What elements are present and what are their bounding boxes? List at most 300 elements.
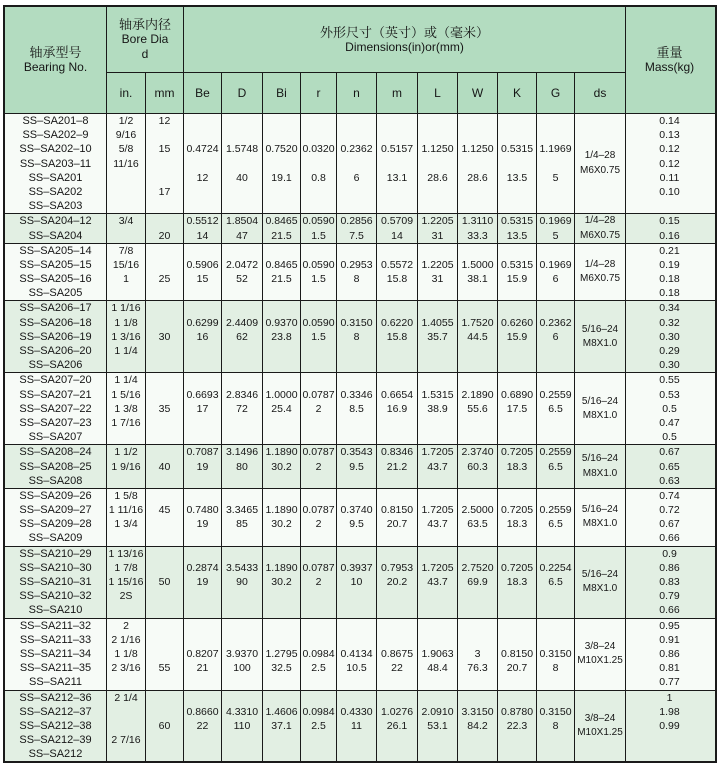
dim-k-cell-line: [498, 244, 536, 258]
bore-mm-cell-line: [146, 286, 183, 300]
bearing-no-cell-line: SS–SA209–28: [19, 518, 92, 531]
dim-d-cell-line: [222, 589, 262, 603]
mass-cell: [625, 445, 713, 488]
dim-k-cell-line: 0.8780: [500, 705, 534, 718]
bearing-no-cell-line: SS–SA212–37: [19, 705, 92, 718]
dim-n-cell-line: [337, 114, 376, 128]
dim-l-cell: [417, 619, 457, 690]
dim-w-cell-line: 2.5000: [461, 504, 494, 517]
bore-in-cell-line: [107, 185, 145, 199]
dim-k-cell-line: [498, 157, 536, 171]
bore-in-cell: [106, 547, 145, 618]
dim-m-cell-line: [377, 589, 417, 603]
dim-m-cell-line: [377, 603, 417, 617]
dim-be-cell-line: 15: [196, 273, 209, 286]
dim-be-cell-line: [184, 531, 221, 545]
dim-bi-cell: [262, 547, 300, 618]
dim-n-cell-line: [337, 474, 376, 488]
dim-k-cell-line: [498, 675, 536, 689]
dim-k-cell-line: 0.6260: [500, 316, 534, 329]
bore-mm-cell-line: [146, 691, 183, 705]
dim-be-cell-line: 0.5512: [186, 215, 219, 228]
thread-ds-cell-line: M6X0.75: [579, 229, 621, 241]
dim-n-cell-line: [337, 301, 376, 315]
dim-l-cell-line: 1.7205: [421, 446, 454, 459]
bore-mm-cell: [145, 489, 183, 546]
dim-k-cell-line: [498, 474, 536, 488]
dim-r-cell-line: [301, 114, 336, 128]
bore-in-cell-line: 1 7/8: [114, 561, 138, 574]
dim-l-cell-line: 43.7: [427, 576, 448, 588]
bearing-no-cell-line: SS–SA211–33: [19, 633, 92, 646]
dim-k-cell-line: 13.5: [506, 229, 528, 242]
dim-n-cell-line: [337, 619, 376, 633]
dim-d-cell-line: [222, 358, 262, 372]
dim-m-cell-line: 0.5157: [380, 143, 414, 156]
bearing-no-cell-line: SS–SA207–21: [19, 388, 92, 401]
dim-k-cell-line: 0.5315: [500, 215, 534, 228]
dim-n-cell-line: [337, 185, 376, 199]
dim-k-cell-line: 20.7: [506, 662, 528, 675]
dim-k-cell: [497, 619, 536, 690]
bore-in-cell-line: [107, 430, 145, 444]
dim-d-cell: [221, 691, 262, 762]
bore-mm-cell-line: [146, 633, 183, 647]
mass-cell-line: 0.5: [662, 402, 677, 415]
dim-d-cell-line: 90: [236, 576, 248, 588]
bearing-no-cell-line: SS–SA208: [28, 474, 83, 487]
dim-m-cell-line: 15.8: [386, 273, 408, 286]
bearing-no-cell-line: SS–SA202: [28, 185, 83, 198]
dim-r-cell: [300, 244, 336, 301]
dim-n-cell: [336, 373, 376, 444]
dim-w-cell-line: [458, 619, 497, 633]
thread-ds-cell: [574, 619, 625, 690]
bore-mm-cell-line: [146, 619, 183, 633]
dim-bi-cell: [262, 373, 300, 444]
dim-n-cell: [336, 619, 376, 690]
dim-d-cell-line: 3.3465: [225, 504, 259, 517]
dim-g-cell-line: 5: [552, 229, 559, 242]
dim-n-cell-line: [337, 286, 376, 300]
dim-be-cell-line: [184, 603, 221, 617]
mass-cell-line: 0.86: [659, 561, 680, 574]
bore-mm-cell-line: 12: [158, 115, 171, 127]
dim-w-cell-line: 33.3: [467, 229, 488, 242]
dim-w-cell: [457, 547, 497, 618]
dim-w-cell-line: [458, 589, 497, 603]
dim-l-cell-line: 1.7205: [421, 504, 454, 517]
dim-l-cell-line: [418, 244, 457, 258]
thread-ds-cell-line: 5/16–24: [581, 453, 619, 465]
mass-cell-line: 0.47: [659, 416, 680, 429]
dim-bi-cell-line: [263, 301, 300, 315]
col-header-be: Be: [183, 73, 221, 113]
col-header-mm: mm: [145, 73, 183, 113]
dim-g-cell: [536, 214, 574, 242]
dim-l-cell-line: [418, 373, 457, 387]
dim-w-cell-line: 1.1250: [461, 143, 494, 156]
dimensions-header-en: Dimensions(in)or(mm): [345, 39, 464, 54]
dim-n-cell-line: [337, 430, 376, 444]
dim-k-cell-line: 15.9: [506, 330, 528, 343]
dim-bi-cell: [262, 114, 300, 213]
bore-in-cell-line: 2 1/16: [111, 633, 141, 646]
dim-r-cell-line: 0.0787: [302, 388, 335, 401]
dim-bi-cell-line: 25.4: [271, 402, 292, 415]
dim-d-cell-line: 100: [233, 662, 251, 675]
mass-cell-line: 0.67: [659, 446, 680, 459]
dim-g-cell-line: 0.3150: [539, 705, 572, 718]
dim-m-cell: [376, 691, 417, 762]
dim-r-cell-line: 2.5: [311, 662, 326, 675]
dim-d-cell-line: [222, 114, 262, 128]
dim-m-cell-line: 0.8346: [380, 446, 414, 459]
dim-d-cell-line: [222, 301, 262, 315]
mass-cell-line: 0.79: [659, 590, 680, 603]
dim-d-cell: [221, 244, 262, 301]
col-header-r: r: [300, 73, 336, 113]
dim-m-cell-line: [377, 199, 417, 213]
bore-in-cell: [106, 489, 145, 546]
dim-bi-cell-line: 1.2795: [265, 647, 298, 660]
dim-m-cell: [376, 244, 417, 301]
dim-d-cell-line: [222, 619, 262, 633]
dim-w-cell-line: 69.9: [467, 576, 488, 588]
dim-w-cell-line: [458, 373, 497, 387]
dim-d-cell-line: [222, 603, 262, 617]
col-header-in: in.: [106, 73, 145, 113]
dim-r-cell-line: [301, 128, 336, 142]
dim-be-cell: [183, 114, 221, 213]
bore-in-cell: [106, 445, 145, 488]
bore-mm-cell-line: 15: [158, 143, 171, 156]
bore-mm-cell-line: [146, 214, 183, 228]
mass-cell-line: 0.13: [659, 129, 680, 142]
bore-in-cell-line: 7/8: [118, 244, 134, 257]
bearing-no-cell-line: SS–SA206–17: [19, 302, 92, 315]
dim-k-cell-line: [498, 547, 536, 561]
dim-l-cell-line: 48.4: [427, 662, 448, 675]
dim-w-cell-line: [458, 199, 497, 213]
mass-cell-line: 0.19: [659, 258, 680, 271]
mass-cell: [625, 691, 713, 762]
dim-g-cell-line: 1.1969: [539, 143, 572, 156]
bore-in-cell-line: [107, 531, 145, 545]
dim-n-cell-line: [337, 675, 376, 689]
bore-mm-cell-line: [146, 647, 183, 661]
mass-cell: [625, 489, 713, 546]
dim-g-cell-line: [537, 430, 574, 444]
dim-be-cell-line: [184, 301, 221, 315]
bearing-no-cell: [5, 301, 106, 372]
mass-header-zh: 重量: [656, 45, 683, 60]
dim-r-cell-line: [301, 373, 336, 387]
dim-r-cell-line: [301, 358, 336, 372]
dim-r-cell-line: 1.5: [311, 229, 326, 242]
dim-w-cell-line: [458, 691, 497, 705]
dim-g-cell-line: [537, 199, 574, 213]
dim-g-cell-line: 0.1969: [539, 215, 572, 228]
mass-cell-line: 1: [666, 691, 673, 704]
dim-d-cell-line: [222, 373, 262, 387]
bore-mm-cell-line: [146, 416, 183, 430]
dim-be-cell-line: 0.6299: [186, 316, 219, 329]
dim-r-cell-line: [301, 675, 336, 689]
dim-bi-cell-line: 37.1: [271, 719, 292, 732]
bore-in-cell-line: [107, 705, 145, 719]
bore-mm-cell-line: 60: [158, 719, 171, 732]
dim-k-cell: [497, 489, 536, 546]
col-header-g: G: [536, 73, 574, 113]
bore-mm-cell: [145, 445, 183, 488]
dim-l-cell: [417, 489, 457, 546]
dim-d-cell-line: 2.8346: [225, 388, 259, 401]
thread-ds-cell: [574, 691, 625, 762]
dim-l-cell-line: 1.7205: [421, 561, 454, 574]
thread-ds-cell-line: 1/4–28: [584, 258, 616, 270]
dim-w-cell-line: [458, 157, 497, 171]
mass-cell-line: 0.15: [659, 215, 680, 228]
mass-cell-line: 0.53: [659, 388, 680, 401]
dim-be-cell-line: [184, 128, 221, 142]
mass-cell-line: 0.30: [659, 359, 680, 372]
dim-m-cell-line: [377, 114, 417, 128]
dim-l-cell-line: [418, 547, 457, 561]
dim-bi-cell-line: [263, 747, 300, 761]
dim-be-cell-line: [184, 244, 221, 258]
dim-n-cell-line: [337, 589, 376, 603]
dim-be-cell: [183, 489, 221, 546]
mass-cell-line: 0.11: [659, 171, 680, 184]
mass-cell-line: 0.18: [659, 287, 680, 300]
thread-ds-cell: [574, 373, 625, 444]
dim-g-cell-line: [537, 157, 574, 171]
dim-bi-cell: [262, 691, 300, 762]
dim-k-cell-line: [498, 691, 536, 705]
dim-d-cell: [221, 445, 262, 488]
dim-m-cell: [376, 373, 417, 444]
bore-mm-cell-line: [146, 157, 183, 171]
dim-m-cell-line: 0.5709: [380, 215, 414, 228]
dim-bi-cell-line: 32.5: [271, 662, 292, 675]
dim-r-cell-line: [301, 157, 336, 171]
bore-dia-header-zh: 轴承内径: [118, 17, 171, 32]
dim-be-cell-line: [184, 589, 221, 603]
dim-m-cell-line: [377, 619, 417, 633]
dim-m-cell-line: [377, 128, 417, 142]
bearing-no-cell-line: SS–SA210–32: [19, 590, 92, 603]
bearing-no-cell-line: SS–SA206–19: [19, 330, 92, 343]
dim-l-cell-line: [418, 344, 457, 358]
bearing-no-cell-line: SS–SA210–29: [19, 547, 92, 560]
bearing-no-cell-line: SS–SA211–32: [19, 619, 92, 632]
thread-ds-cell-line: M8X1.0: [582, 583, 618, 595]
dim-d-cell-line: [222, 157, 262, 171]
dim-r-cell-line: [301, 589, 336, 603]
mass-cell-line: 0.18: [659, 273, 680, 286]
dim-r-cell: [300, 114, 336, 213]
bearing-no-cell-line: SS–SA209–26: [19, 489, 92, 502]
bore-in-cell-line: 1 1/2: [114, 446, 138, 459]
bore-mm-cell-line: [146, 517, 183, 531]
dim-bi-cell-line: 23.8: [271, 330, 292, 343]
dim-g-cell: [536, 489, 574, 546]
dim-g-cell-line: [537, 344, 574, 358]
bearing-no-cell-line: SS–SA211: [28, 676, 82, 689]
dim-d-cell: [221, 114, 262, 213]
bore-in-cell-line: 3/4: [118, 215, 134, 228]
mass-cell-line: 0.81: [659, 662, 680, 675]
dim-l-cell-line: [418, 675, 457, 689]
dim-bi-cell-line: [263, 128, 300, 142]
dim-be-cell: [183, 619, 221, 690]
dim-d-cell-line: 85: [236, 518, 248, 531]
mass-cell-line: 0.99: [659, 719, 680, 732]
dim-m-cell-line: [377, 301, 417, 315]
bore-mm-cell-line: [146, 244, 183, 258]
dim-g-cell-line: 0.2362: [539, 316, 572, 329]
dim-r-cell: [300, 445, 336, 488]
dim-r-cell-line: [301, 199, 336, 213]
dim-m-cell: [376, 214, 417, 242]
dim-r-cell-line: [301, 547, 336, 561]
dim-be-cell-line: 0.8207: [186, 647, 219, 660]
dim-g-cell-line: [537, 531, 574, 545]
dim-m-cell: [376, 489, 417, 546]
col-header-k: K: [497, 73, 536, 113]
dim-g-cell-line: [537, 301, 574, 315]
bore-mm-cell-line: 25: [158, 273, 171, 286]
dim-w-cell-line: [458, 603, 497, 617]
col-header-bi: Bi: [262, 73, 300, 113]
dim-n-cell-line: [337, 344, 376, 358]
mass-cell-line: 0.66: [659, 532, 680, 545]
bearing-no-cell-line: SS–SA204: [28, 229, 83, 242]
dim-w-cell: [457, 489, 497, 546]
dim-bi-cell-line: [263, 157, 300, 171]
dim-l-cell-line: 43.7: [427, 518, 448, 531]
dim-l-cell: [417, 373, 457, 444]
dim-bi-cell-line: [263, 185, 300, 199]
dim-d-cell-line: 72: [236, 402, 248, 415]
bore-mm-cell-line: [146, 199, 183, 213]
bore-in-cell: [106, 214, 145, 242]
dim-n-cell: [336, 214, 376, 242]
dim-m-cell-line: [377, 286, 417, 300]
dim-g-cell-line: [537, 747, 574, 761]
dim-r-cell-line: [301, 531, 336, 545]
dim-n-cell-line: 11: [351, 719, 362, 732]
dim-m-cell-line: 0.7953: [380, 561, 414, 574]
dim-l-cell-line: 1.2205: [421, 215, 454, 228]
dim-w-cell: [457, 301, 497, 372]
dim-m-cell-line: [377, 157, 417, 171]
mass-cell-line: 0.10: [659, 185, 680, 198]
dim-bi-cell-line: 1.0000: [265, 388, 298, 401]
dim-d-cell-line: [222, 547, 262, 561]
dim-d-cell-line: [222, 128, 262, 142]
dim-w-cell-line: 28.6: [467, 171, 488, 184]
dim-l-cell: [417, 691, 457, 762]
dim-bi-cell-line: 0.9370: [265, 316, 298, 329]
dim-g-cell-line: [537, 373, 574, 387]
dim-w-cell-line: [458, 547, 497, 561]
mass-cell-line: 0.63: [659, 474, 680, 487]
dim-be-cell-line: [184, 185, 221, 199]
dim-bi-cell-line: [263, 344, 300, 358]
dim-bi-cell-line: [263, 547, 300, 561]
dim-bi-cell: [262, 244, 300, 301]
dim-k-cell-line: [498, 619, 536, 633]
dim-w-cell: [457, 619, 497, 690]
dim-n-cell-line: 0.3346: [340, 388, 373, 401]
bore-mm-cell-line: [146, 705, 183, 719]
dim-d-cell-line: 1.5748: [225, 143, 259, 156]
dim-m-cell-line: 14: [391, 229, 403, 242]
dim-g-cell-line: 8: [552, 719, 559, 732]
dim-l-cell-line: [418, 733, 457, 747]
dim-r-cell: [300, 489, 336, 546]
dim-r-cell-line: [301, 603, 336, 617]
dim-l-cell-line: [418, 430, 457, 444]
bore-mm-cell-line: [146, 675, 183, 689]
thread-ds-cell-line: 3/8–24: [584, 712, 616, 724]
dim-k-cell-line: [498, 747, 536, 761]
bore-in-cell-line: [107, 171, 145, 185]
dim-g-cell: [536, 301, 574, 372]
thread-ds-cell-line: 3/8–24: [584, 640, 616, 652]
table-group: [5, 213, 715, 242]
dim-g-cell-line: [537, 114, 574, 128]
dim-bi-cell-line: 30.2: [271, 460, 292, 473]
thread-ds-cell-line: M8X1.0: [582, 409, 618, 421]
dim-be-cell-line: 0.7087: [186, 446, 219, 459]
mass-cell-line: 0.29: [659, 345, 680, 357]
dim-l-cell-line: 2.0910: [421, 705, 454, 718]
dim-g-cell-line: [537, 474, 574, 488]
bore-mm-cell-line: [146, 547, 183, 561]
dim-r-cell-line: 1.5: [311, 273, 326, 286]
bearing-no-cell-line: SS–SA208–25: [19, 460, 92, 473]
bore-in-cell-line: 1 1/4: [114, 374, 138, 387]
dim-be-cell-line: [184, 489, 221, 503]
dim-k-cell-line: [498, 128, 536, 142]
dim-m-cell-line: [377, 373, 417, 387]
dim-g-cell-line: [537, 633, 574, 647]
bore-mm-cell-line: [146, 358, 183, 372]
bore-in-cell-line: [107, 719, 145, 733]
mass-cell-line: 0.30: [659, 330, 680, 343]
dim-be-cell-line: 0.6693: [186, 388, 219, 401]
dim-be-cell-line: 22: [196, 719, 209, 732]
dim-l-cell-line: 38.9: [427, 402, 448, 415]
dim-be-cell-line: [184, 633, 221, 647]
dim-g-cell: [536, 445, 574, 488]
dim-k-cell-line: 0.8150: [500, 647, 534, 660]
bearing-no-cell: [5, 547, 106, 618]
thread-ds-cell: [574, 489, 625, 546]
dim-be-cell-line: [184, 691, 221, 705]
dim-d-cell-line: 110: [233, 719, 251, 732]
dim-g-cell-line: [537, 128, 574, 142]
dim-bi-cell-line: [263, 373, 300, 387]
bearing-no-cell-line: SS–SA207: [28, 431, 83, 444]
mass-cell-line: [626, 199, 713, 213]
dim-bi-cell-line: 0.8465: [265, 215, 298, 228]
dim-be-cell-line: 0.5906: [186, 258, 219, 271]
dim-w-cell-line: 3.3150: [461, 705, 494, 718]
